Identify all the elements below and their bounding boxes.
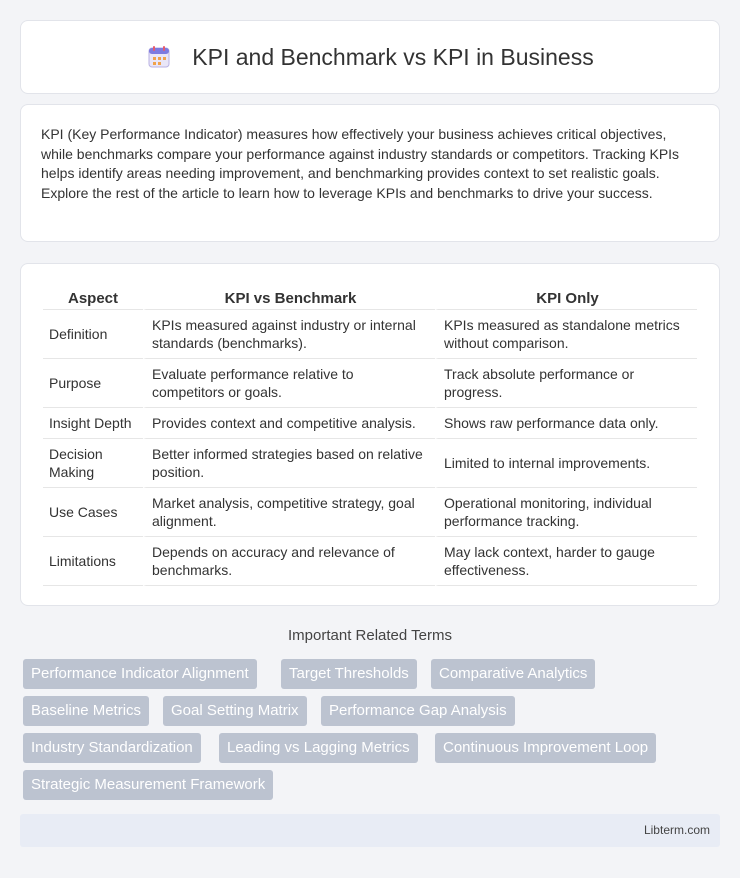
row-kpi-vs-benchmark: Market analysis, competitive strategy, goal alignment. — [143, 488, 435, 537]
related-terms-title: Important Related Terms — [288, 627, 452, 644]
term-tag[interactable]: Target Thresholds — [281, 659, 417, 689]
footer-site-link[interactable]: Libterm.com — [643, 823, 710, 837]
term-tag[interactable]: Comparative Analytics — [431, 659, 595, 689]
row-kpi-only: Track absolute performance or progress. — [435, 359, 697, 408]
row-kpi-only: May lack context, harder to gauge effectiveness. — [435, 537, 697, 586]
row-kpi-vs-benchmark: Depends on accuracy and relevance of benchmarks. — [143, 537, 435, 586]
row-kpi-vs-benchmark: Evaluate performance relative to competitors or goals. — [143, 359, 435, 408]
header-aspect: Aspect — [43, 284, 143, 310]
row-kpi-vs-benchmark: Provides context and competitive analysis. — [143, 408, 435, 439]
page-title: KPI and Benchmark vs KPI in Business — [192, 43, 594, 70]
intro-text: KPI (Key Performance Indicator) measures how effectively your business achieves critical objectives, while benchmarks compare your performance against industry standards or competitors. Tracking KPIs helps identify areas needing improvement, and benchmarking provides context to set realistic goals. Explore the rest of the article to learn how to leverage KPIs and benchmarks to drive your success. — [41, 126, 680, 201]
term-tag[interactable]: Strategic Measurement Framework — [23, 770, 273, 800]
table-row — [43, 488, 697, 537]
table-row — [43, 537, 697, 586]
comparison-table — [43, 284, 697, 586]
term-tag[interactable]: Industry Standardization — [23, 733, 201, 763]
table-row — [43, 439, 697, 488]
header-kpi-only: KPI Only — [435, 284, 697, 310]
table-row — [43, 310, 697, 359]
row-kpi-vs-benchmark: KPIs measured against industry or internal standards (benchmarks). — [143, 310, 435, 359]
term-tag[interactable]: Continuous Improvement Loop — [435, 733, 656, 763]
term-tag[interactable]: Goal Setting Matrix — [163, 696, 307, 726]
row-aspect: Limitations — [43, 537, 143, 586]
calendar-icon — [146, 44, 172, 70]
table-row — [43, 359, 697, 408]
row-aspect: Purpose — [43, 359, 143, 408]
header-card — [20, 20, 720, 94]
term-tag[interactable]: Baseline Metrics — [23, 696, 149, 726]
term-tag[interactable]: Performance Gap Analysis — [321, 696, 515, 726]
row-kpi-vs-benchmark: Better informed strategies based on relative position. — [143, 439, 435, 488]
row-kpi-only: KPIs measured as standalone metrics without comparison. — [435, 310, 697, 359]
row-kpi-only: Limited to internal improvements. — [435, 439, 697, 488]
intro-card — [20, 104, 720, 242]
table-row — [43, 408, 697, 439]
footer — [20, 814, 720, 847]
row-kpi-only: Operational monitoring, individual performance tracking. — [435, 488, 697, 537]
row-aspect: Decision Making — [43, 439, 143, 488]
comparison-table-card — [20, 263, 720, 606]
row-aspect: Use Cases — [43, 488, 143, 537]
term-tag[interactable]: Leading vs Lagging Metrics — [219, 733, 418, 763]
row-kpi-only: Shows raw performance data only. — [435, 408, 697, 439]
header-kpi-vs-benchmark: KPI vs Benchmark — [143, 284, 435, 310]
row-aspect: Definition — [43, 310, 143, 359]
term-tag[interactable]: Performance Indicator Alignment — [23, 659, 257, 689]
row-aspect: Insight Depth — [43, 408, 143, 439]
